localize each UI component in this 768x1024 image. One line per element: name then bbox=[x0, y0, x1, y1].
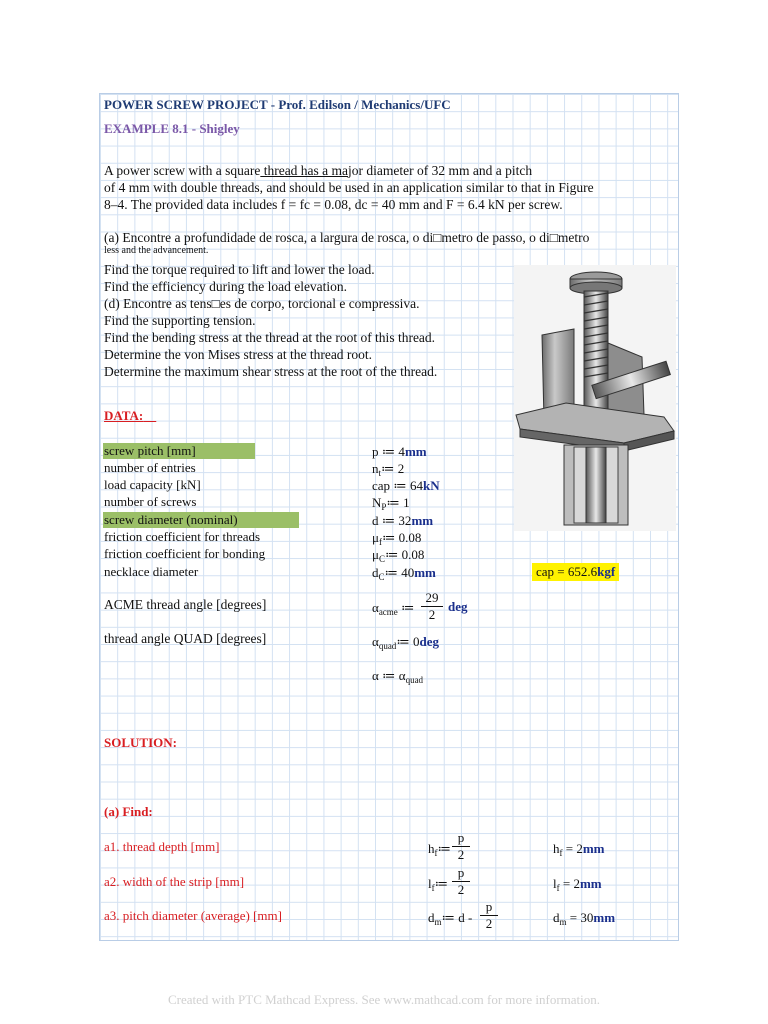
acme-label: ACME thread angle [degrees] bbox=[104, 597, 267, 612]
task-f: Find the bending stress at the thread at the root of this thread. bbox=[104, 330, 436, 345]
task-b: Find the torque required to lift and lower the load. bbox=[104, 262, 375, 277]
solution-fraction: p 2 bbox=[480, 900, 498, 931]
solution-result: $h_f = 2mm$ bbox=[553, 841, 605, 858]
data-expression: $d_C≔$ 40mm bbox=[372, 565, 436, 582]
solution-step-label: a2. width of the strip [mm] bbox=[104, 874, 245, 889]
footer-notice: Created with PTC Mathcad Express. See www.mathcad.com for more information. bbox=[167, 992, 600, 1007]
data-label: screw diameter (nominal) bbox=[104, 512, 238, 527]
solution-result: $l_f = 2mm$ bbox=[553, 876, 602, 893]
task-d: (d) Encontre as tens□es de corpo, torcional e compressiva. bbox=[104, 296, 420, 311]
data-label: necklace diameter bbox=[104, 564, 199, 579]
data-label: friction coefficient for bonding bbox=[104, 546, 266, 561]
task-e: Find the supporting tension. bbox=[104, 313, 256, 328]
solution-lhs: $d_m≔$ d - bbox=[428, 910, 473, 927]
page-title: POWER SCREW PROJECT - Prof. Edilson / Mechanics/UFC bbox=[104, 97, 451, 112]
acme-expression: $\alpha_{acme}$ ≔ bbox=[372, 600, 415, 617]
task-c: Find the efficiency during the load elevation. bbox=[104, 279, 348, 294]
problem-line-1: A power screw with a square thread has a major diameter of 32 mm and a pitch bbox=[104, 163, 533, 178]
solution-fraction: p 2 bbox=[452, 831, 470, 862]
solution-step-label: a3. pitch diameter (average) [mm] bbox=[104, 908, 282, 923]
data-label: screw pitch [mm] bbox=[104, 443, 196, 458]
problem-line-3: 8–4. The provided data includes f = fc = 0.08, dc = 40 mm and F = 6.4 kN per screw. bbox=[104, 197, 563, 212]
solution-lhs: $h_f≔$ bbox=[428, 841, 451, 858]
data-expression: p ≔ 4mm bbox=[372, 444, 427, 459]
page-subtitle: EXAMPLE 8.1 - Shigley bbox=[104, 121, 240, 136]
data-expression: $N_P≔$ 1 bbox=[372, 495, 410, 512]
task-g: Determine the von Mises stress at the thread root. bbox=[104, 347, 373, 362]
solution-lhs: $l_f≔$ bbox=[428, 876, 449, 893]
data-heading: DATA: bbox=[104, 408, 144, 423]
acme-unit: deg bbox=[448, 599, 468, 614]
data-expression: $\mu_C≔$ 0.08 bbox=[372, 547, 425, 564]
acme-fraction: 29 2 bbox=[421, 591, 443, 622]
alpha-assignment: α ≔ $\alpha_{quad}$ bbox=[372, 668, 424, 685]
data-expression: $n_t≔$ 2 bbox=[372, 461, 405, 478]
task-a-continued: less and the advancement. bbox=[104, 245, 209, 256]
data-expression: $\mu_f≔$ 0.08 bbox=[372, 530, 422, 547]
quad-label: thread angle QUAD [degrees] bbox=[104, 631, 267, 646]
solution-result: $d_m = 30mm$ bbox=[553, 910, 616, 927]
task-h: Determine the maximum shear stress at the root of the thread. bbox=[104, 364, 438, 379]
solution-step-label: a1. thread depth [mm] bbox=[104, 839, 220, 854]
problem-line-2: of 4 mm with double threads, and should be used in an application similar to that in Figure bbox=[104, 180, 594, 195]
data-expression: d ≔ 32mm bbox=[372, 513, 434, 528]
quad-expression: $\alpha_{quad}≔$ 0deg bbox=[372, 634, 439, 651]
cap-result: cap = 652.6kgf bbox=[532, 563, 619, 581]
data-label: friction coefficient for threads bbox=[104, 529, 261, 544]
solution-heading: SOLUTION: bbox=[104, 735, 177, 750]
data-label: number of screws bbox=[104, 494, 197, 509]
solution-fraction: p 2 bbox=[452, 866, 470, 897]
data-label: load capacity [kN] bbox=[104, 477, 201, 492]
find-heading: (a) Find: bbox=[104, 804, 153, 819]
data-label: number of entries bbox=[104, 460, 196, 475]
screw-jack-image bbox=[514, 265, 676, 531]
task-a: (a) Encontre a profundidade de rosca, a largura de rosca, o di□metro de passo, o di□metro bbox=[104, 230, 590, 245]
data-expression: cap ≔ 64kN bbox=[372, 478, 440, 493]
